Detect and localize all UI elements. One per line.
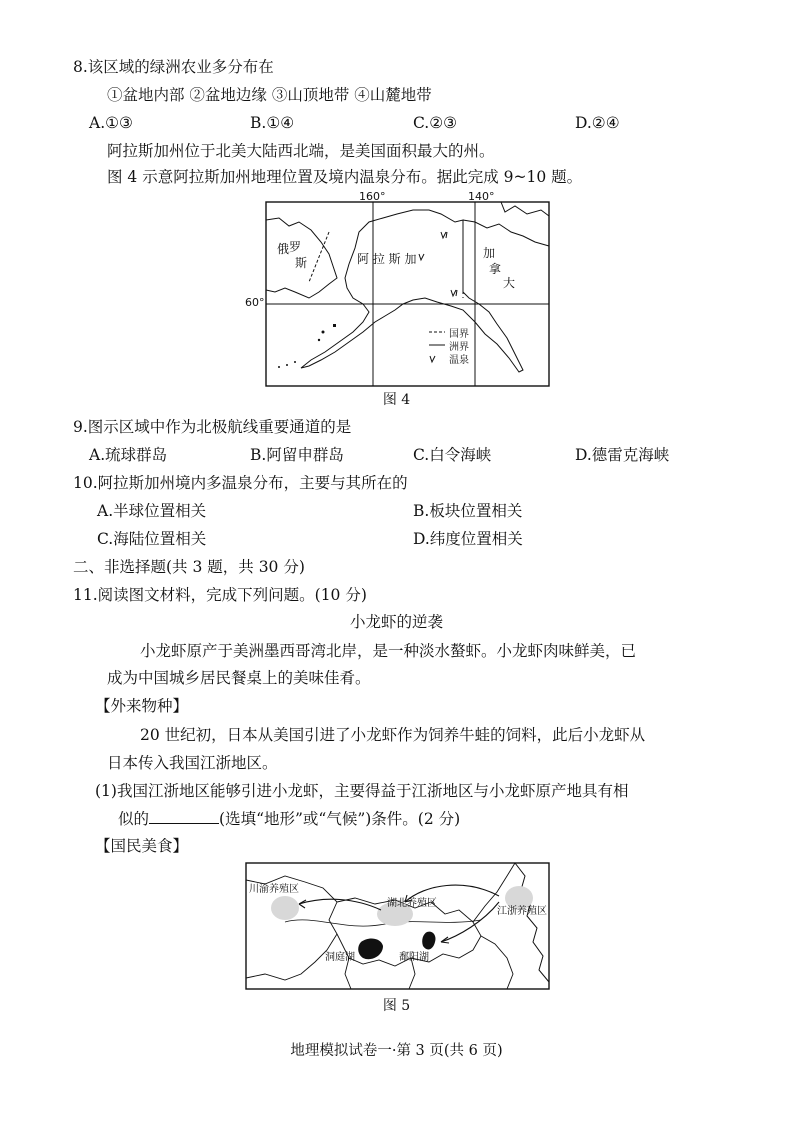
q10-option-c: C.海陆位置相关 (97, 530, 207, 548)
q11-para1-line2: 成为中国城乡居民餐桌上的美味佳肴。 (107, 669, 371, 687)
label-poyang: 鄱阳湖 (399, 952, 429, 963)
label-canada-1: 加 (483, 246, 496, 260)
lon-140-label: 140° (468, 190, 495, 203)
q8-items: ①盆地内部 ②盆地边缘 ③山顶地带 ④山麓地带 (107, 86, 432, 104)
q10-option-b: B.板块位置相关 (413, 502, 523, 520)
label-alaska: 阿 拉 斯 加 (357, 252, 417, 266)
q9-stem: 9.图示区域中作为北极航线重要通道的是 (73, 418, 352, 436)
q9-option-b: B.阿留申群岛 (250, 446, 344, 464)
label-dongting: 洞庭湖 (325, 952, 355, 963)
q9-option-d: D.德雷克海峡 (575, 446, 670, 464)
lon-160-label: 160° (359, 190, 386, 203)
q8-option-a: A.①③ (89, 114, 133, 132)
label-russia-1: 俄 (277, 242, 290, 256)
figure-5-crayfish-map (245, 862, 550, 990)
label-russia-2: 罗 (289, 240, 302, 254)
label-chuanyu: 川渝养殖区 (249, 884, 299, 895)
q9-option-a: A.琉球群岛 (89, 446, 168, 464)
label-hubei: 湖北养殖区 (387, 898, 437, 909)
q11-para1-line1: 小龙虾原产于美洲墨西哥湾北岸，是一种淡水螯虾。小龙虾肉味鲜美，已 (140, 642, 637, 660)
label-canada-3: 大 (503, 276, 516, 290)
intro-line-1: 阿拉斯加州位于北美大陆西北端，是美国面积最大的州。 (107, 142, 495, 160)
q8-option-b: B.①④ (250, 114, 295, 132)
q8-option-d: D.②④ (575, 114, 620, 132)
q11-answer-blank[interactable] (149, 808, 219, 824)
q8-stem: 8.该区域的绿洲农业多分布在 (73, 58, 274, 76)
q11-para2-line1: 20 世纪初，日本从美国引进了小龙虾作为饲养牛蛙的饲料，此后小龙虾从 (140, 726, 646, 744)
intro-line-2: 图 4 示意阿拉斯加州地理位置及境内温泉分布。据此完成 9~10 题。 (107, 168, 583, 186)
q11-part1-suffix: (选填“地形”或“气候”)条件。(2 分) (219, 810, 461, 828)
q11-para2-line2: 日本传入我国江浙地区。 (107, 754, 278, 772)
q11-part1-prefix: 似的 (118, 810, 150, 828)
figure-4-alaska-map (245, 190, 550, 387)
q11-subheading-2: 【国民美食】 (95, 837, 189, 855)
q11-part1-line1: (1)我国江浙地区能够引进小龙虾，主要得益于江浙地区与小龙虾原产地具有相 (95, 782, 629, 800)
q11-title: 小龙虾的逆袭 (349, 613, 443, 631)
q10-option-d: D.纬度位置相关 (413, 530, 523, 548)
chuanyu-region (271, 896, 299, 920)
legend-continent: 洲界 (449, 342, 469, 353)
label-canada-2: 拿 (489, 262, 502, 276)
legend-border: 国界 (449, 329, 469, 340)
q11-subheading-1: 【外来物种】 (95, 697, 189, 715)
q11-part1-line2 (118, 808, 460, 829)
figure-4-caption: 图 4 (382, 392, 411, 408)
q9-option-c: C.白令海峡 (413, 446, 492, 464)
q11-stem: 11.阅读图文材料，完成下列问题。(10 分) (73, 586, 367, 604)
label-russia-3: 斯 (295, 256, 308, 270)
lat-60-label: 60° (245, 296, 265, 309)
section-2-heading: 二、非选择题(共 3 题，共 30 分) (73, 558, 305, 576)
page-footer: 地理模拟试卷一·第 3 页(共 6 页) (290, 1043, 503, 1059)
q10-stem: 10.阿拉斯加州境内多温泉分布，主要与其所在的 (73, 474, 408, 492)
legend-hot-spring: 温泉 (449, 355, 469, 366)
label-jiangzhe: 江浙养殖区 (497, 906, 547, 917)
q8-option-c: C.②③ (413, 114, 458, 132)
figure-5-caption: 图 5 (382, 998, 411, 1014)
q10-option-a: A.半球位置相关 (97, 502, 207, 520)
